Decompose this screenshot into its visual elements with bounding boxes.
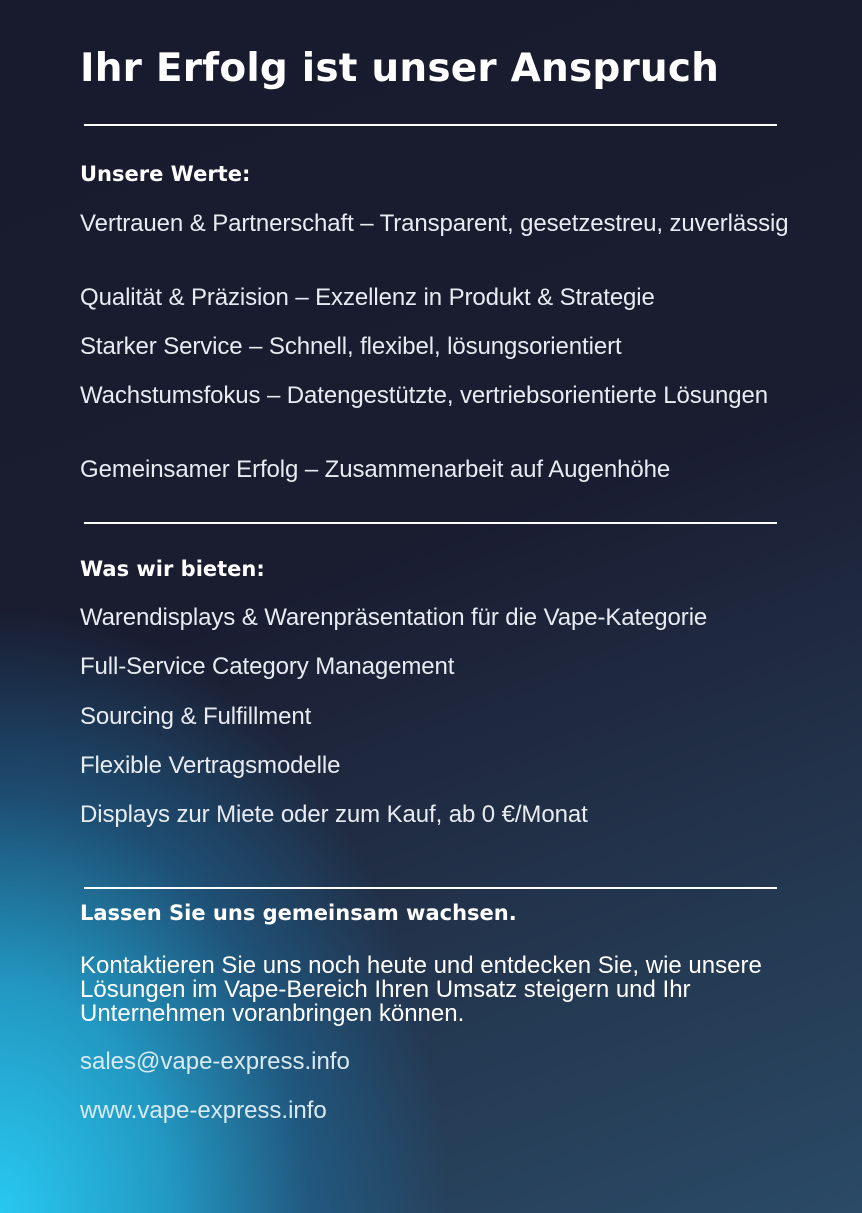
- divider-middle: [84, 522, 777, 524]
- values-heading: Unsere Werte:: [80, 162, 251, 186]
- page-title: Ihr Erfolg ist unser Anspruch: [80, 46, 720, 91]
- value-item-trust: Vertrauen & Partnerschaft – Transparent, gesetzestreu, zuverlässig: [80, 210, 789, 237]
- value-item-success: Gemeinsamer Erfolg – Zusammenarbeit auf Augenhöhe: [80, 456, 671, 483]
- email-link[interactable]: sales@vape-express.info: [80, 1048, 350, 1075]
- offer-item-rent-or-buy: Displays zur Miete oder zum Kauf, ab 0 €/Monat: [80, 801, 588, 828]
- offer-item-contracts: Flexible Vertragsmodelle: [80, 752, 341, 779]
- offer-item-displays: Warendisplays & Warenpräsentation für die Vape-Kategorie: [80, 604, 708, 631]
- value-item-growth: Wachstumsfokus – Datengestützte, vertriebsorientierte Lösungen: [80, 382, 768, 409]
- divider-top: [84, 124, 777, 126]
- offer-item-category-management: Full-Service Category Management: [80, 653, 455, 680]
- website-link[interactable]: www.vape-express.info: [80, 1097, 327, 1124]
- offer-item-sourcing: Sourcing & Fulfillment: [80, 703, 312, 730]
- offer-heading: Was wir bieten:: [80, 557, 265, 581]
- value-item-service: Starker Service – Schnell, flexibel, lösungsorientiert: [80, 333, 622, 360]
- divider-bottom: [84, 887, 777, 889]
- contact-heading: Lassen Sie uns gemeinsam wachsen.: [80, 901, 517, 925]
- value-item-quality: Qualität & Präzision – Exzellenz in Produkt & Strategie: [80, 284, 655, 311]
- contact-text: Kontaktieren Sie uns noch heute und entdecken Sie, wie unsere Lösungen im Vape-Bereich Ihren Umsatz steigern und Ihr Unternehmen voranbringen können.: [80, 952, 762, 1027]
